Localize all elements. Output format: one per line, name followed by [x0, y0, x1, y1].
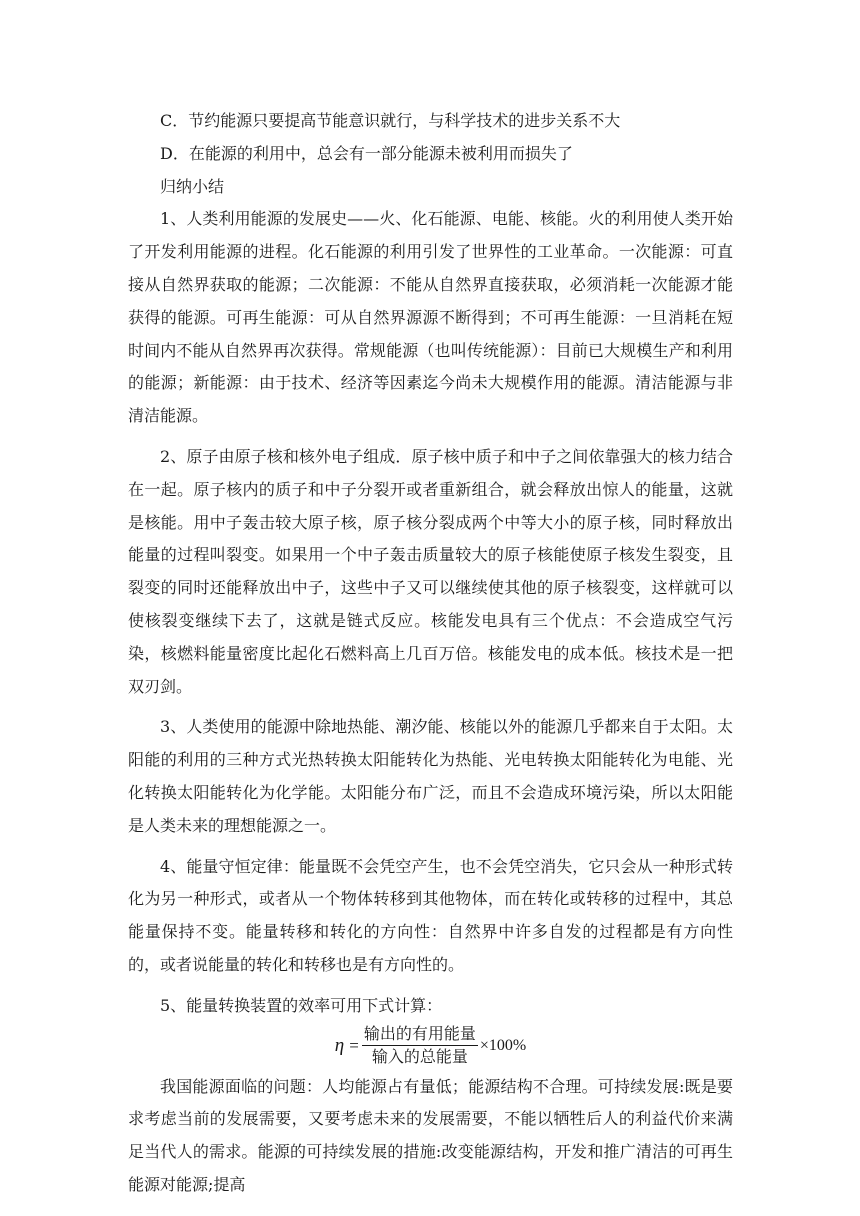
- document-body: [128, 105, 733, 1202]
- option-c: C．节约能源只要提高节能意识就行，与科学技术的进步关系不大: [160, 111, 621, 130]
- option-d: D．在能源的利用中，总会有一部分能源未被利用而损失了: [160, 143, 573, 163]
- fraction-numerator: 输出的有用能量: [362, 1024, 478, 1046]
- fraction-denominator: 输入的总能量: [371, 1047, 468, 1067]
- summary-heading: 归纳小结: [160, 176, 225, 196]
- efficiency-symbol: η: [334, 1034, 345, 1056]
- summary-point-3: 3、人类使用的能源中除地热能、潮汐能、核能以外的能源几乎都来自于太阳。太阳能的利用的三种方式光热转换太阳能转化为热能、光电转换太阳能转化为电能、光化转换太阳能转化为化学能。太阳能分布广泛，而且不会造成环境污染，所以太阳能是人类未来的理想能源之一。: [128, 717, 733, 835]
- energy-issues-paragraph: 我国能源面临的问题：人均能源占有量低；能源结构不合理。可持续发展:既是要求考虑当前的发展需要，又要考虑未来的发展需要，不能以牺牲后人的利益代价来满足当代人的需求。能源的可持续发展的措施:改变能源结构，开发和推广清洁的可再生能源对能源;提高: [128, 1076, 733, 1194]
- summary-point-5: 5、能量转换装置的效率可用下式计算：: [160, 995, 443, 1015]
- summary-point-4: 4、能量守恒定律：能量既不会凭空产生，也不会凭空消失，它只会从一种形式转化为另一种形式，或者从一个物体转移到其他物体，而在转化或转移的过程中，其总能量保持不变。能量转移和转化的方向性：自然界中许多自发的过程都是有方向性的，或者说能量的转化和转移也是有方向性的。: [128, 856, 733, 974]
- equals-sign: =: [349, 1035, 359, 1055]
- summary-point-2: 2、原子由原子核和核外电子组成．原子核中质子和中子之间依靠强大的核力结合在一起。原子核内的质子和中子分裂开或者重新组合，就会释放出惊人的能量，这就是核能。用中子轰击较大原子核，原子核分裂成两个中等大小的原子核，同时释放出能量的过程叫裂变。如果用一个中子轰击质量较大的原子核能使原子核发生裂变，且裂变的同时还能释放出中子，这些中子又可以继续使其他的原子核裂变，这样就可以使核裂变继续下去了，这就是链式反应。核能发电具有三个优点：不会造成空气污染，核燃料能量密度比起化石燃料高上几百万倍。核能发电的成本低。核技术是一把双刃剑。: [128, 446, 733, 696]
- percent-multiplier: ×100%: [479, 1036, 527, 1054]
- efficiency-formula: [128, 1023, 733, 1069]
- efficiency-fraction: [362, 1024, 478, 1067]
- summary-point-1: 1、人类利用能源的发展史——火、化石能源、电能、核能。火的利用使人类开始了开发利用能源的进程。化石能源的利用引发了世界性的工业革命。一次能源：可直接从自然界获取的能源；二次能源：不能从自然界直接获取，必须消耗一次能源才能获得的能源。可再生能源：可从自然界源源不断得到；不可再生能源：一旦消耗在短时间内不能从自然界再次获得。常规能源（也叫传统能源）：目前已大规模生产和利用的能源；新能源：由于技术、经济等因素迄今尚未大规模作用的能源。清洁能源与非清洁能源。: [128, 209, 733, 426]
